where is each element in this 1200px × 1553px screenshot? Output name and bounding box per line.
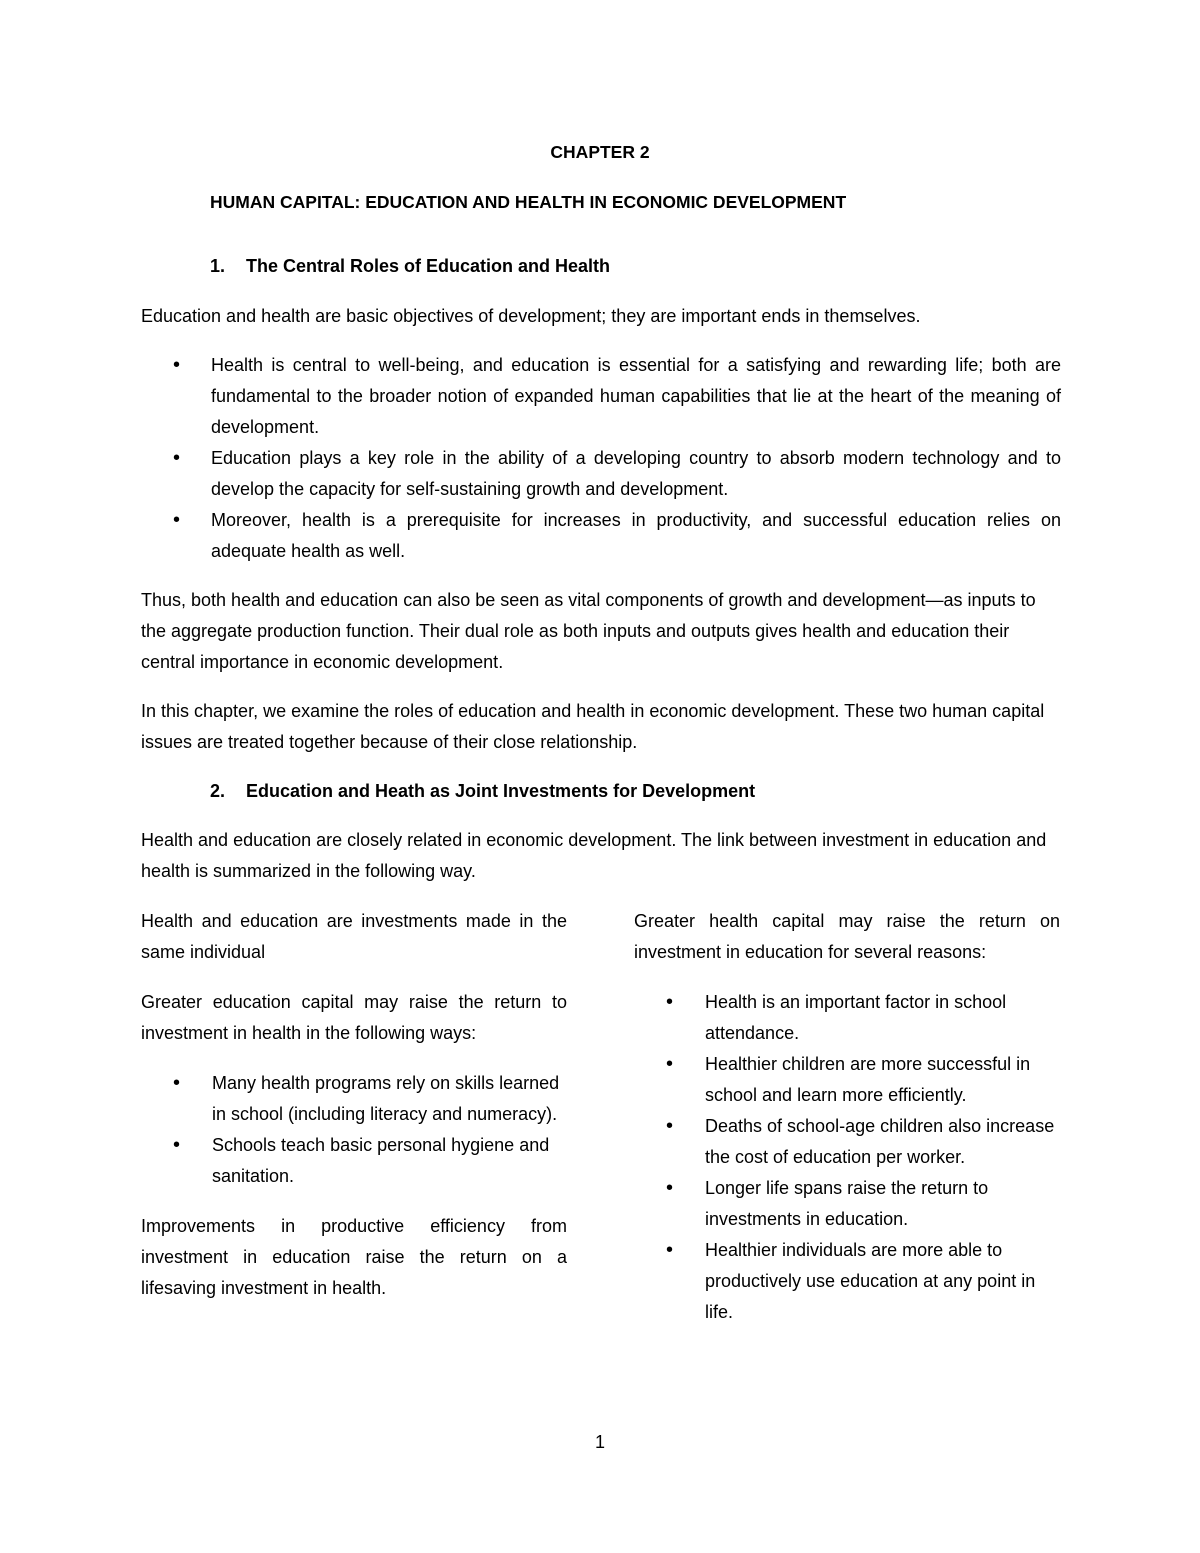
list-item: • Health is central to well-being, and education is essential for a satisfying and rewarding life; both are fundamental to the broader notion of expanded human capabilities that lie at the heart of the meaning of development. <box>141 350 1061 443</box>
left-column-paragraph-2: Greater education capital may raise the return to investment in health in the following ways: <box>141 992 567 1043</box>
page-number: 1 <box>594 1432 605 1452</box>
list-item: • Healthier children are more successful in school and learn more efficiently. <box>634 1049 1060 1111</box>
section-2-heading <box>210 776 755 807</box>
right-column-bullet-list <box>634 987 1060 1328</box>
section-1-paragraph-3: In this chapter, we examine the roles of education and health in economic development. These two human capital issues are treated together because of their close relationship. <box>141 701 1045 752</box>
chapter-subtitle: HUMAN CAPITAL: EDUCATION AND HEALTH IN ECONOMIC DEVELOPMENT <box>210 192 847 212</box>
list-item: • Many health programs rely on skills learned in school (including literacy and numeracy). <box>141 1068 567 1130</box>
left-column <box>141 906 567 1323</box>
section-1-paragraph-2: Thus, both health and education can also be seen as vital components of growth and development—as inputs to the aggregate production function. Their dual role as both inputs and outputs gives health and education their central importance in economic development. <box>141 590 1036 672</box>
list-item: • Healthier individuals are more able to productively use education at any point in life. <box>634 1235 1060 1328</box>
section-1-bullet-list <box>141 350 1061 567</box>
left-column-bullet-list <box>141 1068 567 1192</box>
section-2-title: Education and Heath as Joint Investments for Development <box>246 781 756 801</box>
list-item: • Deaths of school-age children also increase the cost of education per worker. <box>634 1111 1060 1173</box>
section-2-number: 2. <box>210 781 226 801</box>
section-1-heading <box>210 251 610 282</box>
list-item: • Education plays a key role in the ability of a developing country to absorb modern technology and to develop the capacity for self-sustaining growth and development. <box>141 443 1061 505</box>
section-2-intro: Health and education are closely related in economic development. The link between investment in education and health is summarized in the following way. <box>141 830 1047 881</box>
chapter-title: CHAPTER 2 <box>550 142 650 162</box>
right-column <box>634 906 1060 1347</box>
section-1-intro: Education and health are basic objectives of development; they are important ends in themselves. <box>141 306 921 326</box>
section-1-number: 1. <box>210 256 226 276</box>
list-item: • Health is an important factor in school attendance. <box>634 987 1060 1049</box>
right-column-paragraph-1: Greater health capital may raise the return on investment in education for several reasons: <box>634 911 1060 962</box>
section-1-title: The Central Roles of Education and Health <box>246 256 611 276</box>
left-column-paragraph-1: Health and education are investments made in the same individual <box>141 911 567 962</box>
list-item: • Moreover, health is a prerequisite for increases in productivity, and successful education relies on adequate health as well. <box>141 505 1061 567</box>
list-item: • Longer life spans raise the return to investments in education. <box>634 1173 1060 1235</box>
list-item: • Schools teach basic personal hygiene and sanitation. <box>141 1130 567 1192</box>
left-column-paragraph-3: Improvements in productive efficiency from investment in education raise the return on a lifesaving investment in health. <box>141 1216 567 1298</box>
